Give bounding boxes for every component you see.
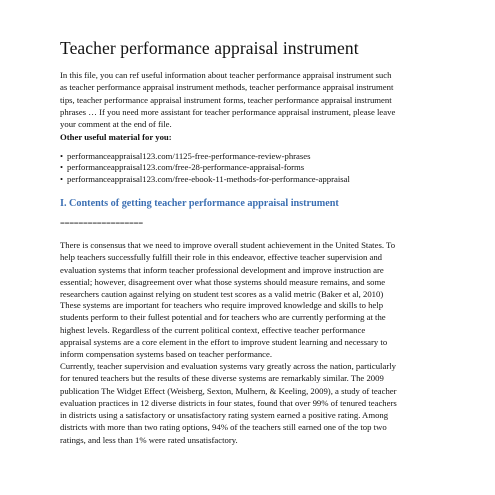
paragraph-line: for tenured teachers but the results of these diverse systems are remarkably similar. The 2009 [60,373,384,384]
intro-line: In this file, you can ref useful information about teacher performance appraisal instrument such [60,70,392,80]
intro-line: tips, teacher performance appraisal instrument forms, teacher performance appraisal instrument [60,94,392,105]
paragraph-line: publication The Widget Effect (Weisberg, Sexton, Mulhern, & Keeling, 2009), a study of teacher [60,385,397,396]
material-link-item[interactable] [60,174,350,185]
material-link[interactable]: performanceappraisal123.com/free-ebook-11-methods-for-performance-appraisal [67,173,350,184]
bullet-icon: • [60,162,64,173]
section-heading: I. Contents of getting teacher performance appraisal instrument [60,198,339,209]
paragraph-line: ratings, and less than 1% were rated unsatisfactory. [60,434,238,445]
intro-line: as teacher performance appraisal instrument methods, teacher performance appraisal instrument [60,82,394,93]
paragraph-line: evaluation systems that inform teacher professional development and improve instruction are [60,264,384,275]
bullet-icon: • [60,173,64,184]
body-paragraph-3 [60,360,440,446]
paragraph-line: There is consensus that we need to improve overall student achievement in the United States. To [60,240,396,250]
bullet-icon: • [60,151,64,161]
paragraph-line: inform compensation systems based on teacher performance. [60,349,273,360]
body-paragraph-2 [60,299,440,360]
paragraph-line: evaluation practices in 12 diverse districts in four states, found that over 99% of tenured teachers [60,397,397,408]
other-material-label: Other useful material for you: [60,132,172,142]
material-link-item[interactable] [60,151,350,162]
paragraph-line: These systems are important for teachers who require improved knowledge and skills to help [60,300,384,310]
paragraph-line: researchers caution against relying on student test scores as a valid metric (Baker et al, 2010) [60,289,384,300]
paragraph-line: appraisal systems are a core element in the effort to improve student learning and necessary to [60,336,388,347]
paragraph-line: students perform to their fullest potential and for teachers who are currently performing at the [60,312,386,323]
material-link-item[interactable] [60,162,350,173]
material-link-list [60,151,350,185]
paragraph-line: help teachers successfully fulfill their role in this endeavor, effective teacher supervision and [60,252,383,263]
section-separator: ================== [60,218,143,228]
paragraph-line: Currently, teacher supervision and evaluation systems vary greatly across the nation, particularly [60,361,396,371]
paragraph-line: essential; however, disagreement over what those systems should measure remains, and some [60,276,386,287]
paragraph-line: highest levels. Regardless of the current political context, effective teacher performance [60,324,366,335]
paragraph-line: in districts using a satisfactory or unsatisfactory rating system earned a positive rating. Among [60,410,389,421]
intro-paragraph [60,69,440,130]
material-link[interactable]: performanceappraisal123.com/1125-free-performance-review-phrases [67,151,311,161]
material-link[interactable]: performanceappraisal123.com/free-28-performance-appraisal-forms [67,162,305,173]
paragraph-line: districts with more than two rating options, 94% of the teachers still earned one of the top two [60,422,387,433]
intro-line: your comment at the end of file. [60,119,172,130]
document-title: Teacher performance appraisal instrument [60,38,359,58]
body-paragraph-1 [60,239,440,300]
intro-line: phrases … If you need more assistant for teacher performance appraisal instrument, please leave [60,106,396,117]
